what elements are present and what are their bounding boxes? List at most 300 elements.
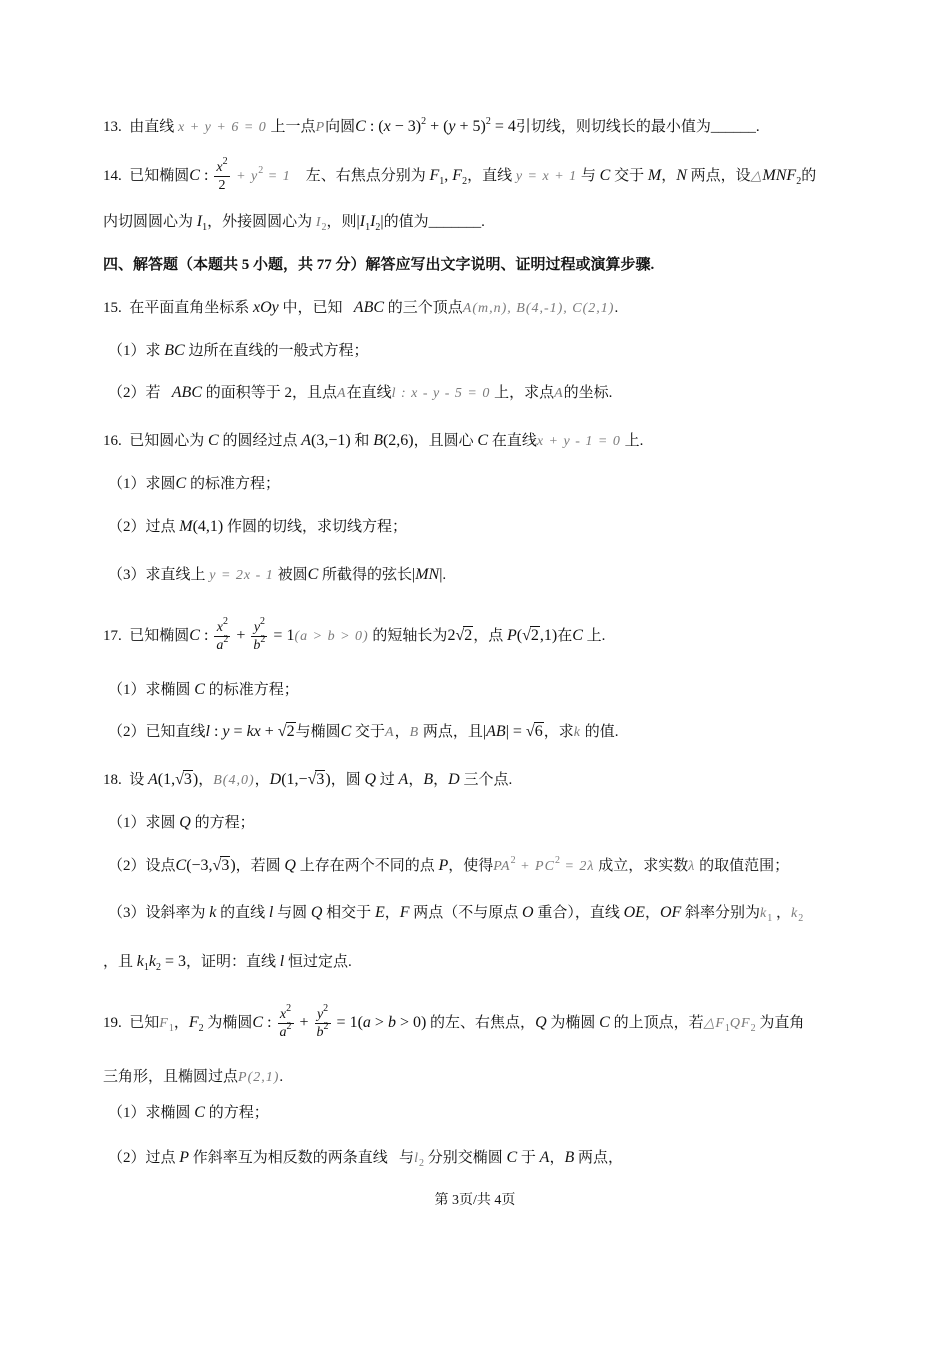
math-inline-formula: l xyxy=(414,1151,419,1166)
text-segment: 分别交椭圆 xyxy=(423,1150,507,1166)
fraction xyxy=(251,616,267,654)
text-segment: ， xyxy=(661,168,677,184)
text-segment: 引切线，则切线长的最小值为______. xyxy=(515,119,760,135)
math-text: | xyxy=(439,566,443,583)
text-segment: 作圆的切线，求切线方程； xyxy=(223,519,408,535)
subscript: 1 xyxy=(143,962,149,973)
math-symbol: C xyxy=(194,1104,205,1121)
math-symbol: C xyxy=(307,566,319,583)
question-19-part-2 xyxy=(108,1138,623,1178)
text-segment: （1）求椭圆 xyxy=(108,1105,195,1121)
math-symbol: a xyxy=(216,638,224,654)
text-segment: 上一点 xyxy=(266,119,316,135)
text-segment: ，且 xyxy=(103,954,137,970)
math-text: : ( xyxy=(365,118,384,135)
math-inline-formula: y = 2x - 1 xyxy=(209,568,274,583)
text-segment: （2）过点 xyxy=(108,519,180,535)
text-segment: 中，已知 xyxy=(278,300,354,316)
text-segment: 边所在直线的一般式方程； xyxy=(184,343,369,359)
text-segment: 的上顶点，若 xyxy=(609,1015,704,1031)
math-symbol: M xyxy=(179,518,193,535)
math-symbol: a xyxy=(279,1025,287,1041)
math-text: = xyxy=(229,723,247,740)
math-inline-formula: λ xyxy=(688,859,696,874)
math-inline-formula: A xyxy=(554,386,564,401)
math-text: | xyxy=(412,566,416,583)
text-segment: 上. xyxy=(582,628,606,644)
math-text: > 0) xyxy=(395,1014,427,1031)
math-symbol: k xyxy=(136,953,144,970)
fraction xyxy=(214,156,229,194)
math-symbol: OE xyxy=(623,904,645,921)
math-text: : xyxy=(209,723,223,740)
question-17 xyxy=(103,616,605,656)
math-symbol: l xyxy=(268,904,274,921)
math-symbol: a xyxy=(362,1014,371,1031)
question-16-part-1 xyxy=(108,464,280,504)
text-segment: 成立，求实数 xyxy=(594,858,689,874)
text-segment: （2）已知直线 xyxy=(108,724,206,740)
superscript: 2 xyxy=(286,1003,292,1015)
math-symbol: Q xyxy=(310,904,323,921)
math-symbol: k xyxy=(209,904,217,921)
math-text: | xyxy=(380,213,384,230)
question-18 xyxy=(103,760,512,800)
subscript: 1 xyxy=(724,1023,730,1034)
math-symbol: ABC xyxy=(353,299,385,316)
math-text: (2,6) xyxy=(382,432,414,449)
question-18-part-1 xyxy=(108,803,255,843)
text-segment: （1）求圆 xyxy=(108,815,180,831)
text-segment: 为椭圆 xyxy=(203,1015,253,1031)
subscript: 2 xyxy=(418,1158,424,1169)
math-inline-formula: y = x + 1 xyxy=(515,169,578,184)
math-text: ) xyxy=(192,771,199,788)
math-text: ) xyxy=(325,771,331,788)
text-segment: ， xyxy=(173,1015,189,1031)
math-symbol: P xyxy=(438,857,449,874)
fraction-denominator xyxy=(214,177,229,193)
math-symbol: MNF xyxy=(762,167,797,184)
math-text: (1,√ xyxy=(157,771,184,788)
math-symbol: C xyxy=(252,1014,264,1031)
math-text: + √ xyxy=(260,723,287,740)
fraction xyxy=(315,1003,331,1041)
math-symbol: MN xyxy=(415,566,440,583)
math-text: + ( xyxy=(426,118,449,135)
text-segment: . xyxy=(279,1069,284,1085)
superscript: 2 xyxy=(223,616,228,628)
math-symbol: b xyxy=(387,1014,396,1031)
text-segment: 与 xyxy=(577,168,600,184)
text-segment: 三个点. xyxy=(459,772,513,788)
math-symbol: P xyxy=(506,627,517,644)
math-text: + xyxy=(295,1014,313,1031)
subscript: 1 xyxy=(202,222,208,233)
text-segment: 为椭圆 xyxy=(546,1015,600,1031)
math-symbol: x xyxy=(383,118,391,135)
math-symbol: y xyxy=(253,620,261,636)
math-symbol: A xyxy=(398,771,409,788)
math-text: + 5) xyxy=(455,118,486,135)
math-symbol: Q xyxy=(284,857,296,874)
math-symbol: l xyxy=(205,723,210,740)
text-segment: 左、右焦点分别为 xyxy=(290,168,430,184)
text-segment: 与椭圆 xyxy=(295,724,341,740)
radicand: 3 xyxy=(183,771,192,788)
math-symbol: xOy xyxy=(253,299,279,316)
math-inline-formula: P(2,1) xyxy=(238,1070,280,1085)
math-text: | xyxy=(482,723,487,740)
subscript: 2 xyxy=(796,176,802,187)
text-segment: ， xyxy=(644,905,660,921)
text-segment: . xyxy=(614,300,619,316)
math-text: (1,−√ xyxy=(281,771,317,788)
text-segment: 在直线 xyxy=(346,385,392,401)
superscript: 2 xyxy=(554,855,560,866)
math-text: : xyxy=(199,627,213,644)
math-inline-formula: A xyxy=(337,386,347,401)
math-symbol: C xyxy=(506,1149,518,1166)
math-inline-formula: k xyxy=(791,906,799,921)
text-segment: 的取值范围； xyxy=(695,858,790,874)
text-segment: 为直角 xyxy=(755,1015,805,1031)
text-segment: 所截得的弦长 xyxy=(318,567,413,583)
superscript: 2 xyxy=(260,634,266,646)
text-segment: ， xyxy=(198,772,214,788)
math-inline-formula: B xyxy=(409,725,420,740)
math-symbol: C xyxy=(599,1014,610,1031)
text-segment: 内切圆圆心为 xyxy=(103,214,197,230)
radicand: 3 xyxy=(316,771,325,788)
math-symbol: B xyxy=(373,432,383,449)
text-segment: ， xyxy=(384,905,400,921)
math-symbol: b xyxy=(253,638,261,654)
math-inline-formula: + PC xyxy=(515,859,555,874)
text-segment: 的面积等于 2，且点 xyxy=(201,385,337,401)
math-inline-formula: l : x - y - 5 = 0 xyxy=(391,386,491,401)
math-text: : xyxy=(263,1014,276,1031)
text-segment: 交于 xyxy=(351,724,386,740)
text-segment: ， xyxy=(254,772,270,788)
text-segment: ，外接圆圆心为 xyxy=(207,214,316,230)
math-inline-formula: + y xyxy=(231,169,259,184)
math-symbol: I xyxy=(196,213,203,230)
math-inline-formula: I xyxy=(315,215,322,230)
text-segment: （2）过点 xyxy=(108,1150,180,1166)
question-19-line-1 xyxy=(103,1003,804,1043)
subscript: 2 xyxy=(798,913,804,924)
superscript: 2 xyxy=(222,156,228,168)
text-segment: 两点（不与原点 xyxy=(409,905,523,921)
math-symbol: A xyxy=(301,432,311,449)
math-symbol: O xyxy=(522,904,534,921)
text-segment: ，点 xyxy=(473,628,507,644)
question-15-part-2 xyxy=(108,373,612,413)
subscript: 1 xyxy=(168,1023,174,1034)
question-16 xyxy=(103,421,643,461)
math-symbol: C xyxy=(208,432,219,449)
radicand: 2 xyxy=(464,627,473,644)
text-segment: ，证明：直线 xyxy=(186,954,280,970)
text-segment: 作斜率互为相反数的两条直线 与 xyxy=(189,1150,415,1166)
text-segment: 的标准方程； xyxy=(186,476,280,492)
fraction-denominator xyxy=(214,634,230,654)
text-segment: 三角形，且椭圆过点 xyxy=(103,1069,239,1085)
math-symbol: F xyxy=(188,1014,199,1031)
text-segment: （2）设点 xyxy=(108,858,176,874)
superscript: 2 xyxy=(258,165,264,176)
math-symbol: B xyxy=(423,771,434,788)
math-inline-formula: = 1 xyxy=(263,169,291,184)
math-inline-formula: x + y - 1 = 0 xyxy=(536,434,621,449)
superscript: 2 xyxy=(323,1021,329,1033)
math-text: (4,1) xyxy=(192,518,224,535)
math-text: | xyxy=(356,213,360,230)
math-symbol: F xyxy=(399,904,410,921)
math-inline-formula: QF xyxy=(729,1016,751,1031)
math-inline-formula: A(m,n), B(4,-1), C(2,1) xyxy=(462,301,615,316)
math-symbol: C xyxy=(175,475,187,492)
text-segment: ， xyxy=(408,772,424,788)
math-symbol: B xyxy=(564,1149,575,1166)
math-symbol: ABC xyxy=(171,384,202,401)
math-text: + xyxy=(232,627,250,644)
question-14-line-1 xyxy=(103,156,816,196)
text-segment: 18. 设 xyxy=(103,772,149,788)
math-symbol: Q xyxy=(364,771,377,788)
math-inline-formula: B(4,0) xyxy=(213,773,255,788)
text-segment: 斜率分别为 xyxy=(681,905,761,921)
math-inline-formula: (a > b > 0) xyxy=(294,629,369,644)
text-segment: （3）设斜率为 xyxy=(108,905,210,921)
math-inline-formula: k xyxy=(573,725,581,740)
math-symbol: Q xyxy=(535,1014,547,1031)
text-segment: 和 xyxy=(350,433,374,449)
text-segment: 的值. xyxy=(580,724,619,740)
question-19-part-1 xyxy=(108,1093,269,1133)
math-inline-formula: k xyxy=(760,906,768,921)
math-text: , xyxy=(444,167,453,184)
math-inline-formula: = 2λ xyxy=(559,859,595,874)
superscript: 2 xyxy=(421,116,427,127)
page-number-footer: 第 3页/共 4页 xyxy=(434,1193,516,1208)
text-segment: 两点，设 xyxy=(686,168,751,184)
math-text: = 4 xyxy=(490,118,516,135)
text-segment: 上存在两个不同的点 xyxy=(295,858,439,874)
text-segment: ，求 xyxy=(543,724,574,740)
math-text: (√ xyxy=(516,627,531,644)
text-segment: 在直线 xyxy=(488,433,537,449)
math-symbol: F xyxy=(429,167,440,184)
fraction xyxy=(278,1003,294,1041)
math-symbol: C xyxy=(175,857,187,874)
math-text: : xyxy=(199,167,213,184)
math-symbol: C xyxy=(340,723,352,740)
question-15 xyxy=(103,288,618,328)
math-text: > xyxy=(370,1014,388,1031)
math-symbol: b xyxy=(316,1025,324,1041)
text-segment: 相交于 xyxy=(322,905,375,921)
math-symbol: x xyxy=(279,1007,287,1023)
subscript: 2 xyxy=(155,962,161,973)
text-segment: （1）求椭圆 xyxy=(108,682,195,698)
text-segment: 14. 已知椭圆 xyxy=(103,168,190,184)
text-segment: ，且圆心 xyxy=(413,433,478,449)
text-segment: 的左、右焦点， xyxy=(426,1015,536,1031)
fraction-denominator xyxy=(315,1021,331,1041)
math-symbol: A xyxy=(148,771,158,788)
math-symbol: y xyxy=(448,118,456,135)
text-segment: 交于 xyxy=(610,168,648,184)
question-17-part-2 xyxy=(108,712,618,752)
text-segment: 的三个顶点 xyxy=(384,300,463,316)
math-symbol: C xyxy=(194,681,205,698)
superscript: 2 xyxy=(223,634,229,646)
text-segment: ， xyxy=(433,772,449,788)
subscript: 1 xyxy=(767,913,773,924)
text-segment: ，使得 xyxy=(448,858,494,874)
text-segment: 恒过定点. xyxy=(284,954,352,970)
subscript: 2 xyxy=(321,222,327,233)
text-segment: ， xyxy=(394,724,410,740)
text-segment: 17. 已知椭圆 xyxy=(103,628,190,644)
question-16-part-3 xyxy=(108,555,446,595)
subscript: 2 xyxy=(375,222,381,233)
text-segment: 的 xyxy=(801,168,817,184)
text-segment: 15. 在平面直角坐标系 xyxy=(103,300,254,316)
text-segment: （1）求圆 xyxy=(108,476,176,492)
text-segment: 的标准方程； xyxy=(204,682,299,698)
math-symbol: x xyxy=(216,160,223,176)
math-symbol: y xyxy=(222,723,230,740)
math-symbol: C xyxy=(599,167,611,184)
math-inline-formula: P xyxy=(315,120,326,135)
question-14-line-2 xyxy=(103,202,485,242)
radicand: 2 xyxy=(286,723,295,740)
superscript: 2 xyxy=(286,1021,292,1033)
math-symbol: OF xyxy=(659,904,682,921)
math-symbol: C xyxy=(355,118,366,135)
text-segment: 重合），直线 xyxy=(533,905,624,921)
text-segment: 向圆 xyxy=(325,119,356,135)
math-text: 2√ xyxy=(447,627,465,644)
radicand: 3 xyxy=(221,857,230,874)
math-symbol: C xyxy=(189,167,200,184)
math-symbol: F xyxy=(452,167,463,184)
superscript: 2 xyxy=(260,616,266,628)
math-symbol: x xyxy=(216,620,223,636)
math-text: 2 xyxy=(218,178,226,194)
text-segment: ，则 xyxy=(326,214,357,230)
math-symbol: k xyxy=(148,953,156,970)
text-segment: 16. 已知圆心为 xyxy=(103,433,209,449)
subscript: 2 xyxy=(198,1023,204,1034)
math-inline-formula: F xyxy=(159,1016,169,1031)
text-segment: 上. xyxy=(620,433,644,449)
math-inline-formula: △ xyxy=(750,169,763,184)
text-segment: 的方程； xyxy=(204,1105,269,1121)
math-inline-formula: PA xyxy=(493,859,511,874)
superscript: 2 xyxy=(510,855,516,866)
math-text: = 1 xyxy=(269,627,295,644)
text-segment: . xyxy=(442,567,447,583)
text-segment: 的坐标. xyxy=(563,385,613,401)
math-symbol: D xyxy=(448,771,460,788)
math-symbol: C xyxy=(477,432,489,449)
math-symbol: kx xyxy=(246,723,261,740)
math-symbol: C xyxy=(572,627,583,644)
math-symbol: Q xyxy=(179,814,191,831)
math-text: ,1) xyxy=(539,627,558,644)
math-text: = 3 xyxy=(160,953,187,970)
subscript: 2 xyxy=(750,1023,756,1034)
question-19-line-2 xyxy=(103,1057,283,1097)
text-segment: 被圆 xyxy=(273,567,308,583)
question-18-part-3-line-1 xyxy=(108,893,803,933)
math-symbol: BC xyxy=(164,342,185,359)
question-13 xyxy=(103,107,760,147)
text-segment: 在 xyxy=(557,628,573,644)
fraction-denominator xyxy=(278,1021,294,1041)
math-symbol: N xyxy=(676,167,687,184)
text-segment: ， xyxy=(772,905,792,921)
text-segment: 19. 已知 xyxy=(103,1015,160,1031)
fraction-numerator xyxy=(214,156,229,177)
math-symbol: I xyxy=(359,213,366,230)
math-symbol: I xyxy=(370,213,376,230)
text-segment: 两点，且 xyxy=(419,724,483,740)
math-inline-formula: x + y + 6 = 0 xyxy=(178,120,267,135)
text-segment: 的值为_______. xyxy=(383,214,485,230)
math-text: = 1( xyxy=(332,1014,363,1031)
question-17-part-1 xyxy=(108,670,299,710)
text-segment: 两点， xyxy=(574,1150,623,1166)
math-symbol: y xyxy=(316,1007,324,1023)
text-segment: （1）求 xyxy=(108,343,165,359)
superscript: 2 xyxy=(485,116,491,127)
math-symbol: AB xyxy=(486,723,506,740)
math-symbol: M xyxy=(647,167,662,184)
text-segment: ， xyxy=(549,1150,565,1166)
text-segment: （3）求直线上 xyxy=(108,567,210,583)
math-inline-formula: △F xyxy=(703,1016,725,1031)
question-18-part-2 xyxy=(108,846,789,886)
math-symbol: l xyxy=(279,953,285,970)
radicand: 2 xyxy=(530,627,539,644)
text-segment: 上，求点 xyxy=(490,385,555,401)
text-segment: ，直线 xyxy=(467,168,516,184)
text-segment: 的圆经过点 xyxy=(218,433,302,449)
fraction xyxy=(214,616,230,654)
math-symbol: C xyxy=(189,627,200,644)
text-segment: 的方程； xyxy=(190,815,255,831)
question-16-part-2 xyxy=(108,507,407,547)
text-segment: 过 xyxy=(376,772,399,788)
math-text: − 3) xyxy=(390,118,422,135)
math-symbol: E xyxy=(374,904,385,921)
math-text: ) xyxy=(230,857,236,874)
question-15-part-1 xyxy=(108,331,368,371)
text-segment: （2）若 xyxy=(108,385,172,401)
subscript: 1 xyxy=(365,222,371,233)
math-text: (3,−1) xyxy=(310,432,351,449)
fraction-denominator xyxy=(251,634,267,654)
text-segment: ，若圆 xyxy=(235,858,285,874)
text-segment: 的短轴长为 xyxy=(368,628,448,644)
math-symbol: P xyxy=(179,1149,190,1166)
subscript: 2 xyxy=(462,176,468,187)
